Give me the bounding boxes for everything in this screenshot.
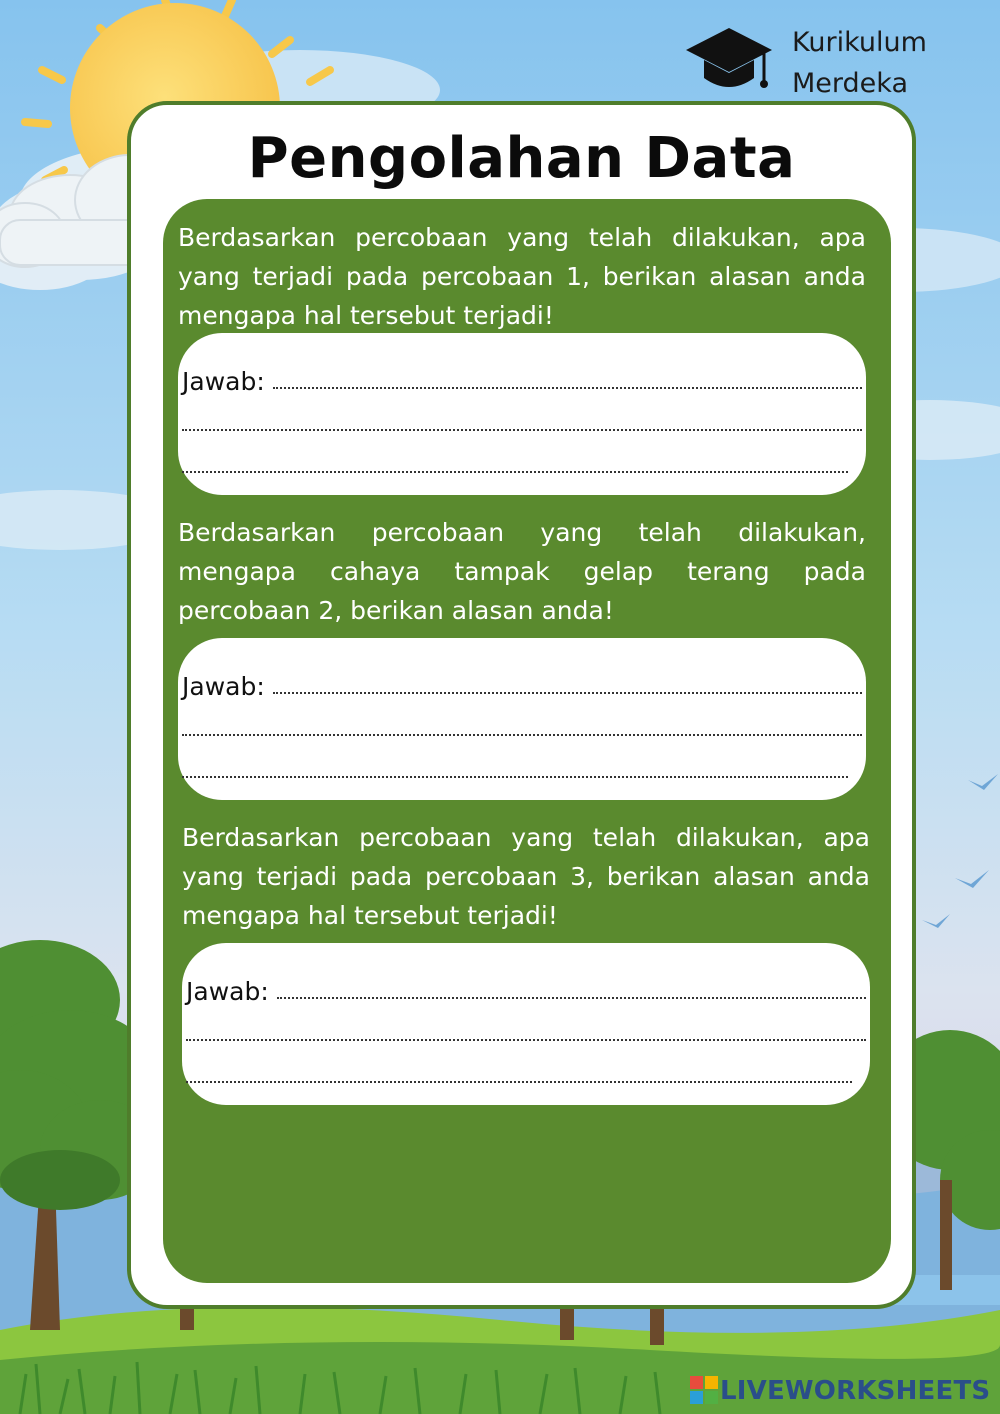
answer-line[interactable] (182, 439, 862, 481)
liveworksheets-logo-icon (690, 1376, 718, 1404)
dotted-line (186, 1080, 852, 1083)
dotted-line (277, 996, 866, 999)
answer-label: Jawab: (186, 977, 269, 1006)
dotted-line (273, 691, 862, 694)
question-2-text: Berdasarkan percobaan yang telah dilakukan, mengapa cahaya tampak gelap terang pada percobaan 2, berikan alasan anda! (178, 518, 866, 625)
answer-box-1[interactable] (178, 333, 866, 495)
answer-line[interactable] (186, 965, 866, 1007)
answer-line[interactable] (186, 1007, 866, 1049)
dotted-line (182, 470, 848, 473)
dotted-line (182, 733, 862, 736)
footer-text: LIVEWORKSHEETS (720, 1376, 991, 1406)
answer-box-3[interactable] (182, 943, 870, 1105)
page-title: Pengolahan Data (247, 126, 796, 191)
answer-line[interactable] (182, 744, 862, 786)
answer-line[interactable] (182, 397, 862, 439)
answer-label: Jawab: (182, 367, 265, 396)
answer-label: Jawab: (182, 672, 265, 701)
dotted-line (182, 775, 848, 778)
dotted-line (273, 386, 862, 389)
liveworksheets-footer[interactable] (690, 1373, 990, 1409)
brand (684, 22, 984, 102)
brand-text (792, 22, 927, 104)
answer-box-2[interactable] (178, 638, 866, 800)
dotted-line (182, 428, 862, 431)
question-3-text: Berdasarkan percobaan yang telah dilakukan, apa yang terjadi pada percobaan 3, berikan alasan anda mengapa hal tersebut terjadi! (182, 823, 870, 930)
answer-line[interactable] (182, 660, 862, 702)
brand-line-2: Merdeka (792, 68, 908, 99)
question-1-text: Berdasarkan percobaan yang telah dilakukan, apa yang terjadi pada percobaan 1, berikan alasan anda mengapa hal tersebut terjadi! (178, 223, 866, 330)
answer-line[interactable] (182, 355, 862, 397)
graduation-cap-icon (684, 26, 774, 96)
answer-line[interactable] (186, 1049, 866, 1091)
brand-line-1: Kurikulum (792, 27, 927, 58)
answer-line[interactable] (182, 702, 862, 744)
dotted-line (186, 1038, 866, 1041)
